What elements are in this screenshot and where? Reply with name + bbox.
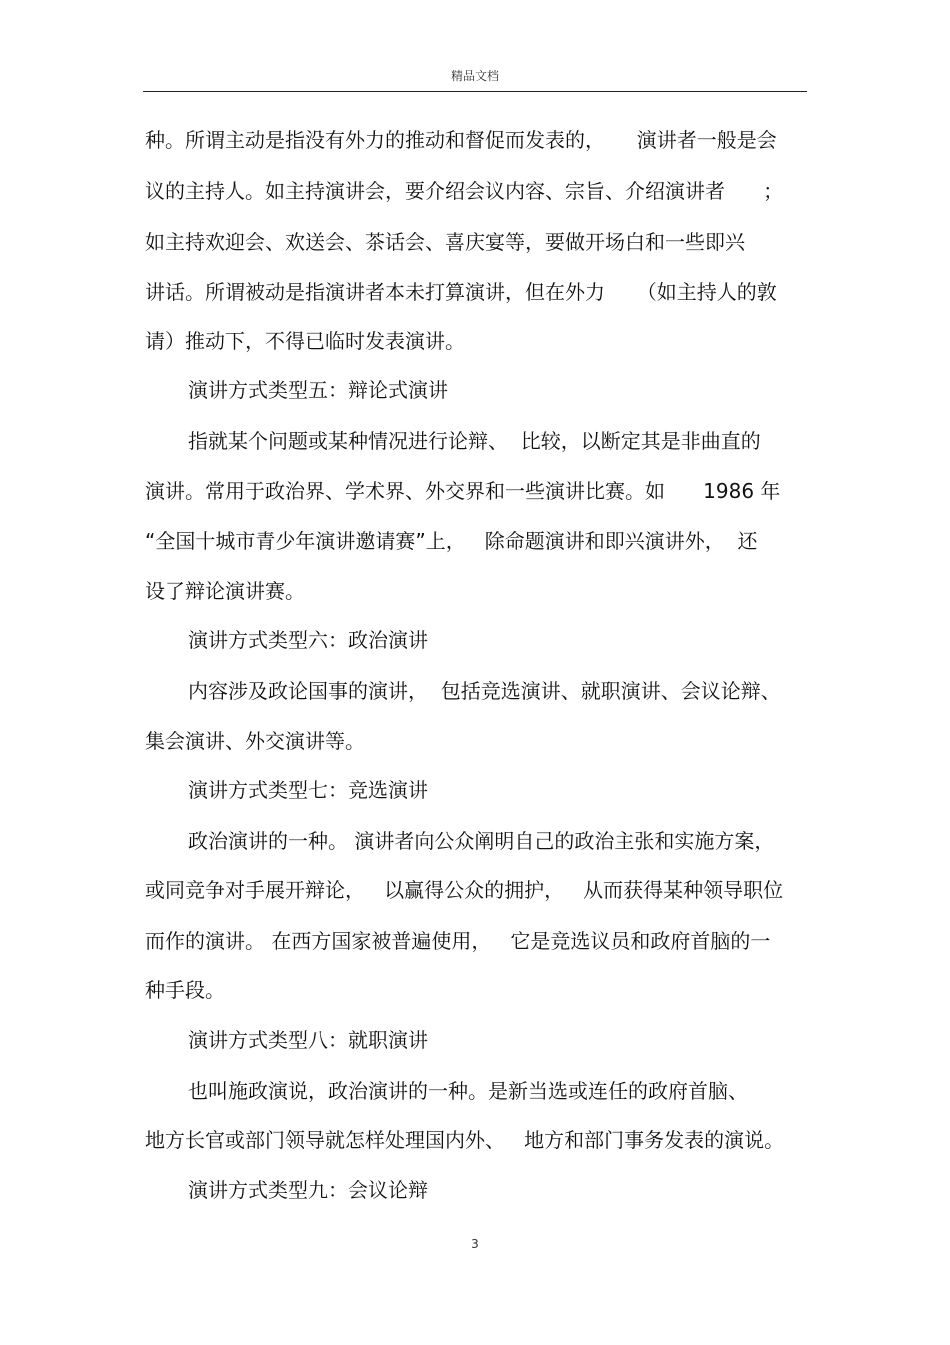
section-heading: 演讲方式类型七：竞选演讲 <box>188 778 428 802</box>
body-line: 种手段。 <box>145 978 225 1002</box>
body-line: 请）推动下，不得已临时发表演讲。 <box>145 329 465 353</box>
section-heading: 演讲方式类型六：政治演讲 <box>188 628 428 652</box>
body-line: 政治演讲的一种。 演讲者向公众阐明自己的政治主张和实施方案， <box>188 829 775 853</box>
body-line: 也叫施政演说，政治演讲的一种。是新当选或连任的政府首脑、 <box>188 1079 748 1103</box>
page-header-title: 精品文档 <box>450 69 499 83</box>
body-line: 指就某个问题或某种情况进行论辩、 比较，以断定其是非曲直的 <box>188 429 761 453</box>
body-line: 地方长官或部门领导就怎样处理国内外、 地方和部门事务发表的演说。 <box>145 1128 785 1152</box>
page-number: 3 <box>471 1237 479 1251</box>
body-line: 内容涉及政论国事的演讲， 包括竞选演讲、就职演讲、会议论辩、 <box>188 679 781 703</box>
body-line: 演讲。常用于政治界、学术界、外交界和一些演讲比赛。如 1986 年 <box>145 479 781 503</box>
body-line: 讲话。所谓被动是指演讲者本未打算演讲，但在外力 （如主持人的敦 <box>145 280 777 304</box>
body-line: 或同竞争对手展开辩论， 以赢得公众的拥护， 从而获得某种领导职位 <box>145 878 784 902</box>
body-line: 如主持欢迎会、欢送会、茶话会、喜庆宴等，要做开场白和一些即兴 <box>145 230 745 254</box>
header-divider <box>143 91 807 92</box>
section-heading: 演讲方式类型八：就职演讲 <box>188 1028 428 1052</box>
body-line: 议的主持人。如主持演讲会，要介绍会议内容、宗旨、介绍演讲者 ； <box>145 179 784 203</box>
section-heading: 演讲方式类型九：会议论辩 <box>188 1178 428 1202</box>
body-line: 种。所谓主动是指没有外力的推动和督促而发表的， 演讲者一般是会 <box>145 128 777 152</box>
body-line: 而作的演讲。 在西方国家被普遍使用， 它是竞选议员和政府首脑的一 <box>145 929 771 953</box>
section-heading: 演讲方式类型五：辩论式演讲 <box>188 378 448 402</box>
body-line: “全国十城市青少年演讲邀请赛”上， 除命题演讲和即兴演讲外， 还 <box>145 529 758 553</box>
body-line: 集会演讲、外交演讲等。 <box>145 729 365 753</box>
body-line: 设了辩论演讲赛。 <box>145 579 305 603</box>
